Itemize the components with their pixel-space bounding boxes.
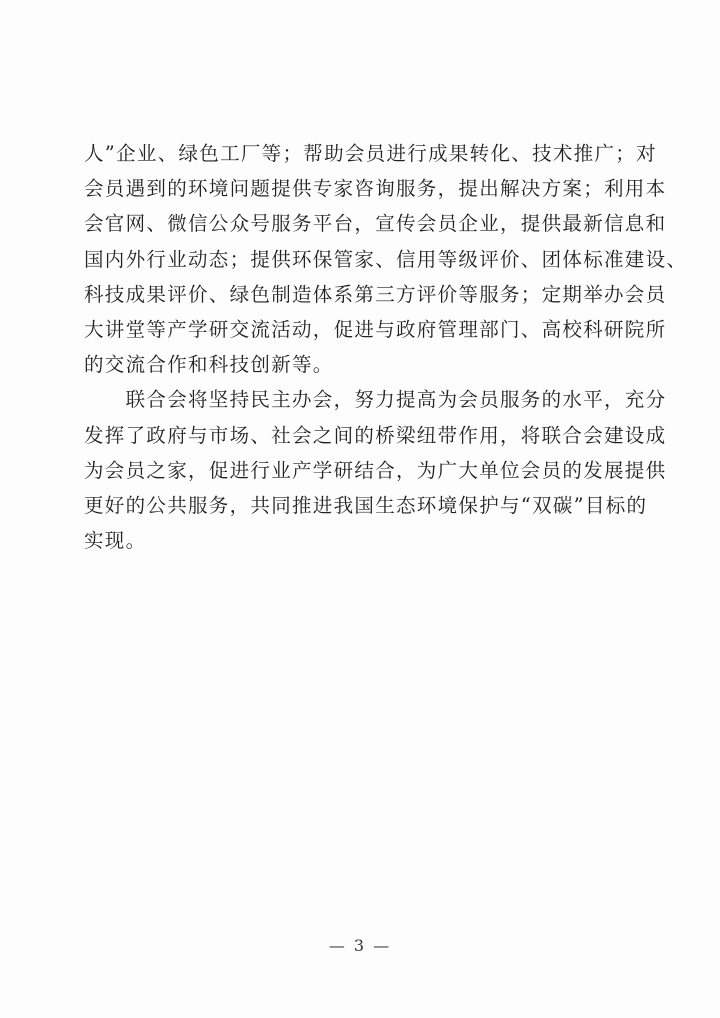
text-line: 实现。: [84, 529, 147, 553]
text-line: 的交流合作和科技创新等。: [84, 353, 334, 377]
text-line: 为会员之家，促进行业产学研结合，为广大单位会员的发展提供: [84, 458, 667, 482]
text-line: 国内外行业动态；提供环保管家、信用等级评价、团体标准建设、: [84, 247, 688, 271]
text-line: 会员遇到的环境问题提供专家咨询服务，提出解决方案；利用本: [84, 177, 667, 201]
body-text: [84, 136, 688, 558]
text-line: 发挥了政府与市场、社会之间的桥梁纽带作用，将联合会建设成: [84, 423, 667, 447]
text-line: 科技成果评价、绿色制造体系第三方评价等服务；定期举办会员: [84, 282, 667, 306]
text-line: 大讲堂等产学研交流活动，促进与政府管理部门、高校科研院所: [84, 317, 667, 341]
page-number: — 3 —: [328, 936, 392, 955]
text-line: 联合会将坚持民主办会，努力提高为会员服务的水平，充分: [84, 388, 667, 412]
text-line: 人”企业、绿色工厂等；帮助会员进行成果转化、技术推广；对: [84, 142, 657, 165]
text-line: 更好的公共服务，共同推进我国生态环境保护与“双碳”目标的: [84, 493, 648, 517]
text-line: 会官网、微信公众号服务平台，宣传会员企业，提供最新信息和: [84, 212, 667, 236]
